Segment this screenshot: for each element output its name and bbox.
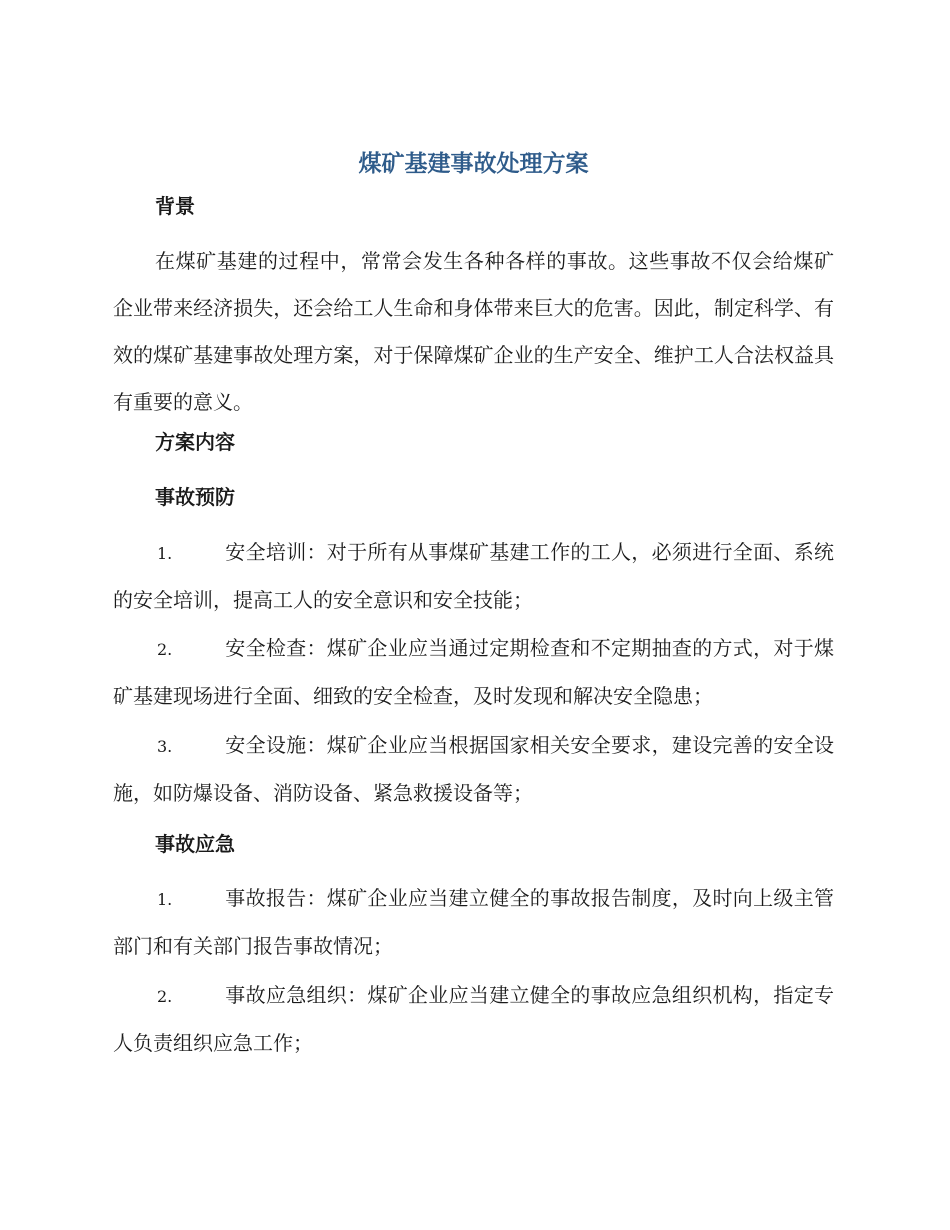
list-number: 1. bbox=[157, 544, 173, 563]
prevention-item bbox=[113, 722, 834, 817]
emergency-item bbox=[113, 972, 834, 1067]
list-item-text: 安全检查：煤矿企业应当通过定期检查和不定期抽查的方式，对于煤矿基建现场进行全面、细致的安全检查，及时发现和解决安全隐患； bbox=[113, 636, 834, 708]
list-item-text: 事故应急组织：煤矿企业应当建立健全的事故应急组织机构，指定专人负责组织应急工作； bbox=[113, 983, 834, 1055]
list-number: 1. bbox=[157, 890, 173, 909]
section-heading-emergency: 事故应急 bbox=[155, 832, 235, 856]
section-heading-prevention: 事故预防 bbox=[155, 485, 235, 509]
prevention-item bbox=[113, 529, 834, 624]
background-paragraph: 在煤矿基建的过程中，常常会发生各种各样的事故。这些事故不仅会给煤矿企业带来经济损失，还会给工人生命和身体带来巨大的危害。因此，制定科学、有效的煤矿基建事故处理方案，对于保障煤矿企业的生产安全、维护工人合法权益具有重要的意义。 bbox=[113, 249, 834, 414]
list-item-text: 安全培训：对于所有从事煤矿基建工作的工人，必须进行全面、系统的安全培训，提高工人的安全意识和安全技能； bbox=[113, 540, 834, 612]
list-item-text: 事故报告：煤矿企业应当建立健全的事故报告制度，及时向上级主管部门和有关部门报告事故情况； bbox=[113, 886, 834, 958]
document-title: 煤矿基建事故处理方案 bbox=[358, 151, 589, 177]
list-item-text: 安全设施：煤矿企业应当根据国家相关安全要求，建设完善的安全设施，如防爆设备、消防设备、紧急救援设备等； bbox=[113, 733, 834, 805]
list-number: 2. bbox=[157, 640, 173, 659]
list-number: 3. bbox=[157, 737, 173, 756]
section-heading-background: 背景 bbox=[155, 194, 195, 218]
emergency-item bbox=[113, 875, 834, 970]
list-number: 2. bbox=[157, 987, 173, 1006]
section-heading-plan: 方案内容 bbox=[155, 430, 235, 454]
prevention-item bbox=[113, 625, 834, 720]
